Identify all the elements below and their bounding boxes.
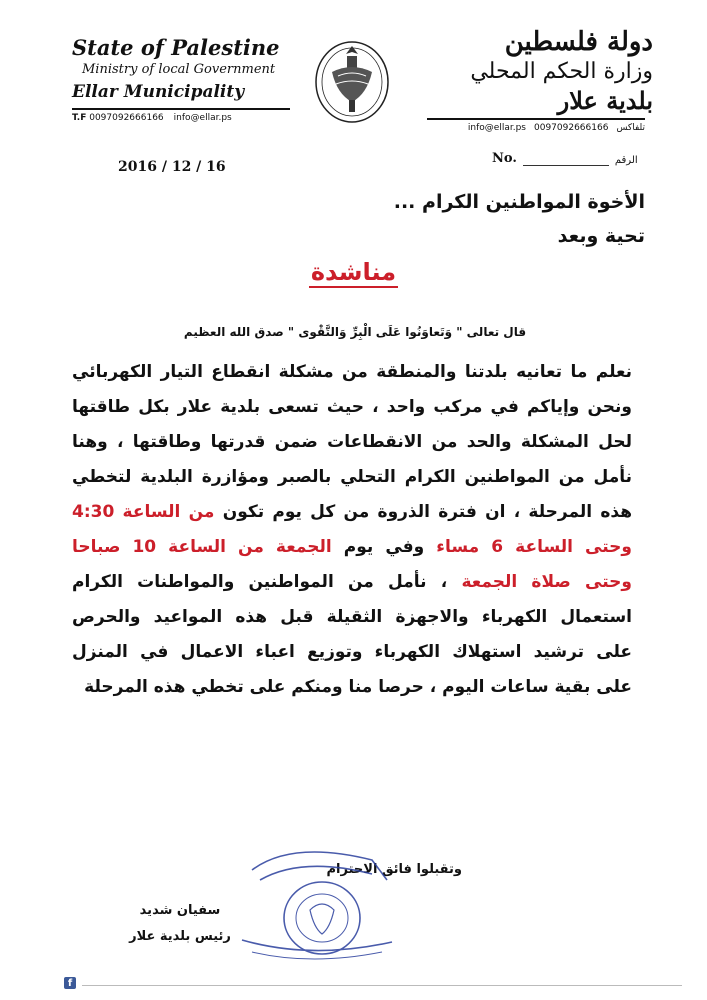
municipality-name-en: Ellar Municipality	[72, 82, 245, 102]
highlight-time: من الساعة 4:30	[72, 502, 215, 522]
body-line	[72, 530, 632, 565]
ministry-emblem	[312, 32, 392, 124]
state-name-ar: دولة فلسطين	[504, 27, 653, 57]
body-text: وفي يوم	[343, 537, 425, 557]
phone-en: 0097092666166	[89, 113, 164, 123]
reference-number	[492, 151, 638, 166]
highlight-time: وحتى صلاة الجمعة	[461, 572, 632, 592]
body-line: نعلم ما تعانيه بلدتنا والمنطقة من مشكلة انقطاع التيار الكهربائي	[72, 362, 632, 382]
body-line: استعمال الكهرباء والاجهزة الثقيلة قبل هذه المواعيد والحرص	[72, 607, 632, 627]
body-line: نأمل من المواطنين الكرام التحلي بالصبر ومؤازرة البلدية لتخطي	[72, 467, 632, 487]
letterhead-arabic	[413, 26, 653, 133]
body-line: لحل المشكلة والحد من الانقطاعات ضمن قدرتها وطاقتها ، وهنا	[72, 432, 632, 452]
letter-date: 2016 / 12 / 16	[118, 159, 226, 175]
fax-label-ar: تلفاكس	[616, 123, 645, 133]
facebook-icon[interactable]: f	[64, 977, 76, 989]
body-line: ونحن وإياكم في مركب واحد ، حيث تسعى بلدية علار بكل طاقتها	[72, 397, 632, 417]
contact-en	[72, 113, 292, 123]
footer-rule	[82, 985, 682, 986]
email-ar: info@ellar.ps	[467, 123, 526, 133]
number-label-ar: الرقم	[614, 155, 638, 166]
letter-title	[0, 258, 707, 286]
letter-body	[72, 355, 632, 705]
closing-line: وتقبلوا فائق الاحترام	[326, 862, 462, 877]
ministry-name-en: Ministry of local Government	[82, 62, 276, 77]
municipality-name-ar: بلدية علار	[557, 86, 653, 115]
salutation: الأخوة المواطنين الكرام ...	[393, 191, 645, 213]
title-text: مناشدة	[310, 258, 397, 286]
body-line	[72, 565, 632, 600]
body-line: على ترشيد استهلاك الكهرباء وتوزيع اعباء الاعمال في المنزل	[72, 642, 632, 662]
signatory-name: سفيان شديد	[139, 903, 221, 918]
number-label: No.	[492, 151, 517, 166]
phone-ar: 0097092666166	[534, 123, 609, 133]
signatory-title: رئيس بلدية علار	[129, 929, 231, 944]
quran-verse: قال تعالى " وَتَعاوَنُوا عَلَى الْبِرِّ وَالتَّقْوى " صدق الله العظيم	[183, 325, 527, 339]
ministry-name-ar: وزارة الحكم المحلي	[470, 59, 653, 84]
body-line	[72, 495, 632, 530]
highlight-time: الجمعة من الساعة 10 صباحا	[72, 537, 332, 557]
state-name-en: State of Palestine	[72, 35, 280, 60]
body-line: على بقية ساعات اليوم ، حرصا منا ومنكم على تخطي هذه المرحلة	[84, 677, 632, 697]
body-text: هذه المرحلة ، ان فترة الذروة من كل يوم تكون	[222, 502, 632, 522]
header-rule-left	[72, 108, 290, 110]
contact-ar	[413, 123, 653, 133]
email-en: info@ellar.ps	[173, 113, 232, 123]
highlight-time: وحتى الساعة 6 مساء	[436, 537, 632, 557]
body-text: ، نأمل من المواطنين والمواطنات الكرام	[72, 572, 448, 592]
letterhead-english	[72, 36, 292, 123]
tf-label: T.F	[72, 113, 87, 123]
header-rule-right	[427, 118, 645, 120]
greeting: تحية وبعد	[557, 225, 645, 247]
number-blank-line	[523, 153, 609, 166]
